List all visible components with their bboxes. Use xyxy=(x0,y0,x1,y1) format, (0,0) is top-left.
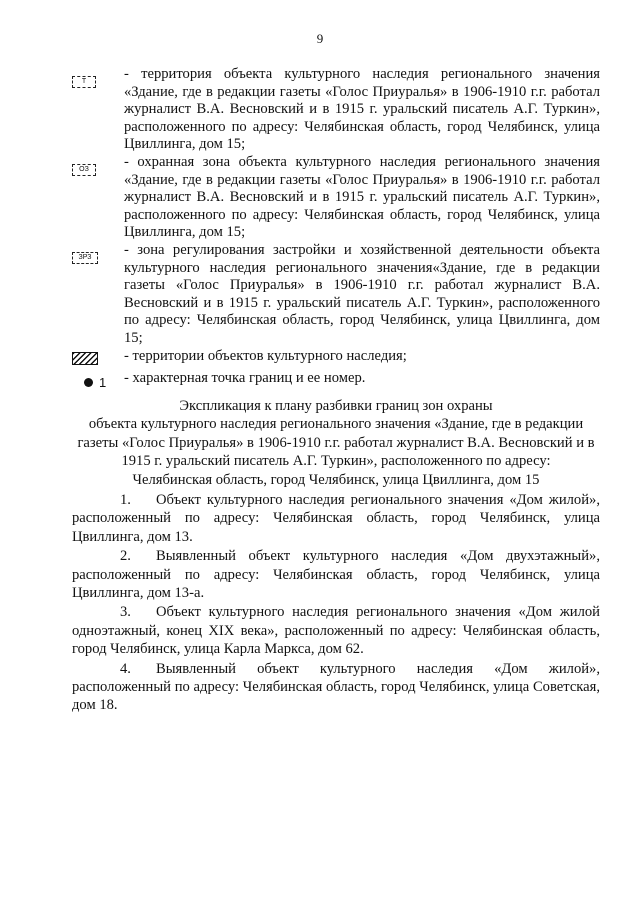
item-text: Объект культурного наследия регионального значения «Дом жилой», расположенный по адресу: Челябинская область, город Челябинск, улица Цвиллинга, дом 13. xyxy=(72,492,600,545)
list-item xyxy=(72,547,600,602)
legend-row-territory xyxy=(72,66,600,154)
item-text: Объект культурного наследия регионального значения «Дом жилой одноэтажный, конец XIX века», расположенный по адресу: Челябинская область, город Челябинск, улица Карла Маркса, дом 62. xyxy=(72,604,600,658)
legend-text-boundary-point: - характерная точка границ и ее номер. xyxy=(124,369,366,386)
heading-line-1: Экспликация к плану разбивки границ зон охраны xyxy=(179,398,493,414)
regulation-zone-symbol-icon: ЗРЗ xyxy=(72,252,98,264)
territory-symbol-icon: Т xyxy=(72,76,96,88)
dot-icon xyxy=(84,378,93,387)
boundary-point-number: 1 xyxy=(99,374,107,390)
legend-text-protection-zone: - охранная зона объекта культурного наследия регионального значения «Здание, где в редакции газеты «Голос Приуралья» в 1906-1910 г.г. работал журналист В.А. Весновский и в 1915 г. уральский писатель А.Г. Туркин», расположенного по адресу: Челябинская область, город Челябинск, улица Цвиллинга, дом 15; xyxy=(124,153,600,241)
legend-row-heritage-territories xyxy=(72,348,600,370)
legend-row-boundary-point xyxy=(72,370,600,392)
hatched-area-icon xyxy=(72,352,98,365)
list-item xyxy=(72,603,600,658)
legend-text-regulation-zone: - зона регулирования застройки и хозяйственной деятельности объекта культурного наследия регионального значения«Здание, где в редакции газеты «Голос Приуралья» в 1906-1910 г.г. работал журналист В.А. Весновский и в 1915 г. уральский писатель А.Г. Туркин», расположенного по адресу: Челябинская область, город Челябинск, улица Цвиллинга, дом 15; xyxy=(124,241,600,346)
legend xyxy=(72,66,600,392)
legend-row-regulation-zone xyxy=(72,242,600,348)
item-number: 4. xyxy=(120,660,131,677)
list-item xyxy=(72,660,600,715)
item-text: Выявленный объект культурного наследия «Дом двухэтажный», расположенный по адресу: Челябинская область, город Челябинск, улица Цвиллинга, дом 13-а. xyxy=(72,548,600,602)
heading-line-2: объекта культурного наследия регионального значения «Здание, где в редакции газеты «Голос Приуралья» в 1906-1910 г.г. работал журналист В.А. Весновский и в 1915 г. уральский писатель А.Г. Туркин», расположенного по адресу: xyxy=(77,416,595,470)
heading-line-3: Челябинская область, город Челябинск, улица Цвиллинга, дом 15 xyxy=(132,471,540,488)
list-item xyxy=(72,491,600,546)
legend-text-heritage-territories: - территории объектов культурного наследия; xyxy=(124,347,407,364)
legend-text-territory: - территория объекта культурного наследия регионального значения «Здание, где в редакции газеты «Голос Приуралья» в 1906-1910 г.г. работал журналист В.А. Весновский и в 1915 г. уральский писатель А.Г. Туркин», расположенного по адресу: Челябинская область, город Челябинск, улица Цвиллинга, дом 15; xyxy=(124,66,600,153)
protection-zone-symbol-icon: ОЗ xyxy=(72,164,96,176)
page-number: 9 xyxy=(316,31,324,46)
item-number: 3. xyxy=(120,604,131,621)
item-number: 1. xyxy=(120,492,131,508)
boundary-point-icon xyxy=(84,375,106,390)
explication-heading xyxy=(72,397,600,489)
explication-list xyxy=(72,491,600,716)
legend-row-protection-zone xyxy=(72,154,600,242)
item-number: 2. xyxy=(120,548,131,565)
item-text: Выявленный объект культурного наследия «Дом жилой», расположенный по адресу: Челябинская область, город Челябинск, улица Советская, дом 18. xyxy=(72,660,600,714)
